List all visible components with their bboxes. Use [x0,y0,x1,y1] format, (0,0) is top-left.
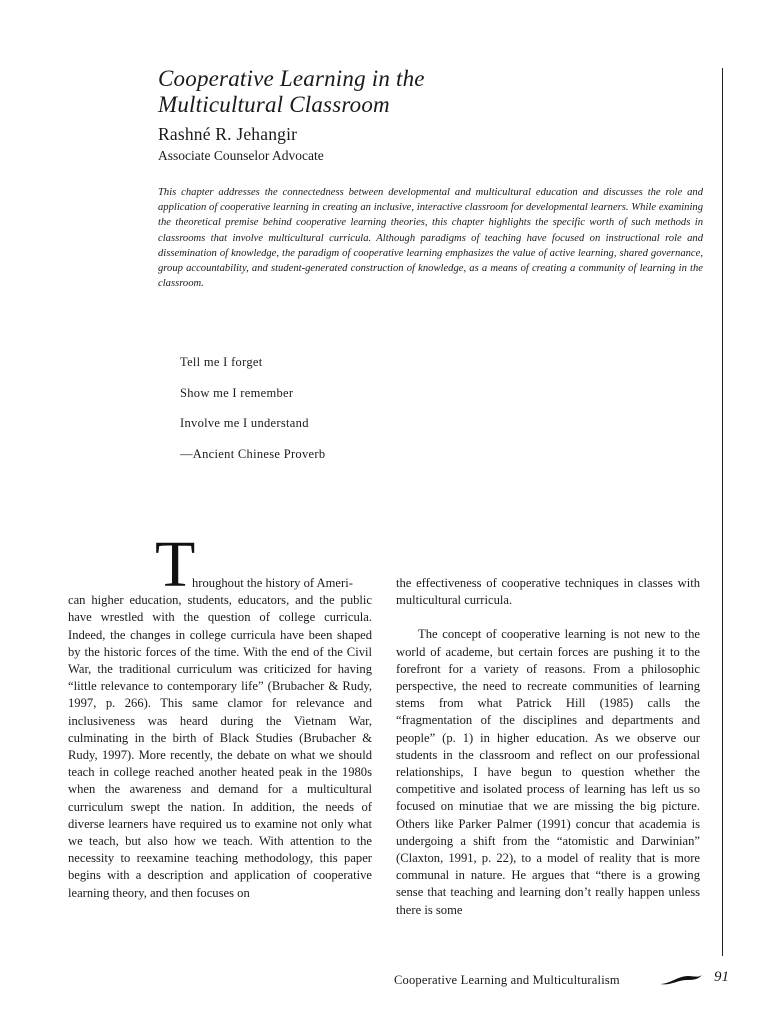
article-title [158,66,703,118]
page-footer [394,970,734,992]
title-line-1: Cooperative Learning in the [158,66,425,91]
paragraph: The concept of cooperative learning is not new to the world of academe, but certain forces are pushing it to the forefront for a variety of reasons. From a philosophic perspective, the need to recreate communities of learning stems from what Patrick Hill (1985) calls the “fragmentation of the disciplines and departments and people” (p. 1) in higher education. As we observe our students in the classroom and reflect on our professional relationships, I have begun to question whether the competitive and isolated process of learning has left us so focused on minutiae that we are missing the big picture. Others like Parker Palmer (1991) concur that academia is undergoing a shift from the “atomistic and Darwinian” (Claxton, 1991, p. 22), to a model of reality that is more communal in nature. He argues that “there is a growing sense that teaching and learning don’t really happen unless there is some [396,627,700,917]
body-column-right [396,575,700,919]
epigraph-line: Show me I remember [180,385,294,400]
title-line-2: Multicultural Classroom [158,92,390,117]
epigraph-attribution: —Ancient Chinese Proverb [180,446,326,461]
right-margin-rule [722,68,723,956]
epigraph-line: Involve me I understand [180,416,309,430]
article-header [158,66,703,291]
drop-cap: T [155,528,196,601]
running-title: Cooperative Learning and Multiculturalism [394,973,620,987]
author-affiliation: Associate Counselor Advocate [158,148,324,163]
body-column-left [68,575,372,902]
paragraph: the effectiveness of cooperative techniques in classes with multicultural curricula. [396,576,700,608]
first-line: hroughout the history of Ameri- [192,576,353,590]
swash-ornament-icon [658,972,704,993]
paragraph [68,575,372,902]
page-number: 91 [714,969,729,985]
abstract: This chapter addresses the connectedness between developmental and multicultural education and discusses the role and application of cooperative learning in creating an inclusive, interactive classroom for developmental learners. While examining the theoretical premise behind cooperative learning theories, this chapter highlights the specific worth of such methods in classrooms that involve multicultural curricula. Although paradigms of teaching have focused on instructional role and dissemination of knowledge, the paradigm of cooperative learning emphasizes the value of active learning, shared governance, group accountability, and student-generated construction of knowledge, as a means of creating a community of learning in the classroom. [158,187,703,290]
epigraph [180,353,325,475]
paragraph-text: can higher education, students, educators, and the public have wrestled with the question of college curricula. Indeed, the changes in college curricula have been shaped by the historic forces of the time. With the end of the Civil War, the traditional curriculum was criticized for having “little relevance to contemporary life” (Brubacher & Rudy, 1997, p. 266). This same clamor for relevance and inclusiveness was heard during the Vietnam War, culminating in the birth of Black Studies (Brubacher & Rudy, 1997). More recently, the debate on what we should teach in college reached another heated peak in the 1980s when the awareness and demand for a multicultural curriculum swept the nation. In addition, the needs of diverse learners have required us to examine not only what we teach, but also how we teach. With attention to the necessity to reexamine teaching methodology, this paper begins with a description and application of cooperative learning theory, and then focuses on [68,593,372,900]
epigraph-line: Tell me I forget [180,355,263,369]
author-name: Rashné R. Jehangir [158,124,298,144]
